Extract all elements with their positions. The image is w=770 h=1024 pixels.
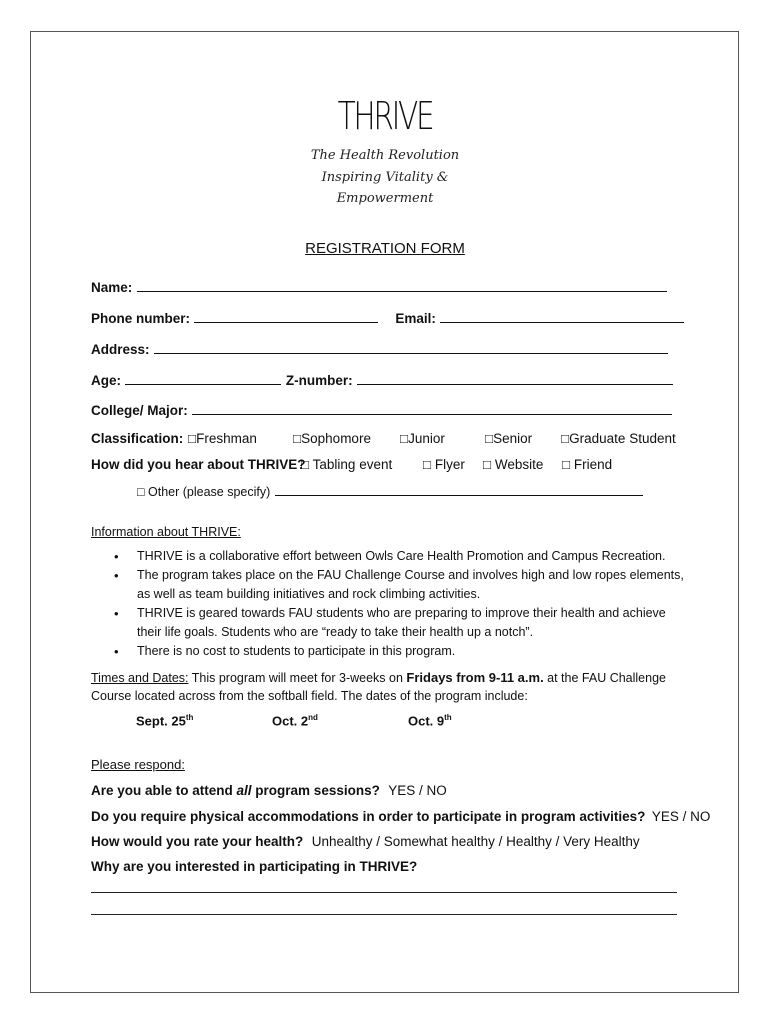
date-3	[408, 713, 452, 728]
classification-label: Classification:	[91, 431, 184, 446]
info-item: • There is no cost to students to participate in this program.	[108, 642, 698, 661]
address-row	[91, 339, 668, 359]
age-field[interactable]	[125, 370, 281, 385]
question-health	[91, 833, 640, 851]
date-2-main: Oct. 2	[272, 713, 309, 729]
address-label: Address:	[91, 342, 150, 357]
date-3-main: Oct. 9	[408, 713, 445, 729]
info-item: • THRIVE is a collaborative effort between Owls Care Health Promotion and Campus Recreation.	[108, 547, 698, 566]
classification-junior[interactable]: □Junior	[400, 431, 445, 446]
info-item: • THRIVE is geared towards FAU students who are preparing to improve their health and achieve	[108, 604, 698, 623]
q1-answer[interactable]: YES / NO	[388, 783, 447, 798]
address-field[interactable]	[154, 339, 668, 354]
znumber-label: Z-number:	[285, 373, 353, 388]
classification-graduate[interactable]: □Graduate Student	[561, 431, 676, 446]
college-field[interactable]	[192, 400, 672, 415]
date-1-main: Sept. 25	[136, 713, 186, 729]
info-list	[108, 547, 698, 661]
answer-line-1[interactable]	[91, 892, 677, 893]
tagline-line-3: Empowerment	[336, 191, 434, 206]
question-attend	[91, 782, 447, 800]
times-line-2: Course located across from the softball field. The dates of the program include:	[91, 689, 528, 703]
times-text-b: at the FAU Challenge	[543, 671, 666, 685]
classification-sophomore[interactable]: □Sophomore	[293, 431, 371, 446]
email-field[interactable]	[440, 308, 684, 323]
q1-b: program sessions?	[251, 783, 380, 798]
date-2-sup: nd	[308, 713, 318, 722]
times-text-a: This program will meet for 3-weeks on	[188, 671, 407, 685]
age-znumber-row	[91, 370, 673, 390]
q3: How would you rate your health?	[91, 834, 304, 849]
info-item-continued-text: as well as team building initiatives and rock climbing activities.	[137, 587, 481, 601]
times-bold: Fridays from 9-11 a.m.	[406, 670, 544, 685]
age-label: Age:	[91, 373, 121, 388]
email-label: Email:	[395, 311, 436, 326]
times-line-1	[91, 670, 666, 685]
q2-answer[interactable]: YES / NO	[651, 809, 711, 824]
hear-flyer[interactable]: □ Flyer	[423, 457, 465, 472]
tagline-line-1: The Health Revolution	[310, 148, 460, 163]
info-heading: Information about THRIVE:	[91, 525, 241, 539]
college-label: College/ Major:	[91, 403, 188, 418]
hear-tabling[interactable]: □ Tabling event	[301, 457, 393, 472]
znumber-field[interactable]	[357, 370, 673, 385]
info-item-continued-text: their life goals. Students who are “ready to take their health up a notch”.	[137, 625, 534, 639]
classification-freshman[interactable]: □Freshman	[188, 431, 257, 446]
phone-field[interactable]	[194, 308, 378, 323]
tagline-line-2: Inspiring Vitality &	[321, 170, 449, 185]
hear-other[interactable]: □ Other (please specify)	[137, 485, 271, 499]
info-item-continued	[108, 585, 698, 604]
q3-answer[interactable]: Unhealthy / Somewhat healthy / Healthy / Very Healthy	[311, 834, 640, 849]
q1-a: Are you able to attend	[91, 783, 237, 798]
date-1	[136, 713, 193, 728]
date-1-sup: th	[185, 713, 194, 722]
answer-line-2[interactable]	[91, 914, 677, 915]
times-label: Times and Dates:	[91, 671, 189, 685]
q2: Do you require physical accommodations in order to participate in program activities?	[91, 809, 646, 824]
phone-email-row	[91, 308, 684, 328]
q1-em: all	[236, 783, 252, 798]
classification-senior[interactable]: □Senior	[485, 431, 533, 446]
date-2	[272, 713, 318, 728]
form-title: REGISTRATION FORM	[305, 240, 465, 257]
hear-other-row	[137, 483, 643, 501]
hear-other-field[interactable]	[275, 483, 643, 496]
name-field[interactable]	[137, 277, 667, 292]
hear-label: How did you hear about THRIVE?	[91, 457, 306, 472]
question-accommodations	[91, 808, 710, 826]
date-3-sup: th	[444, 713, 452, 722]
q4: Why are you interested in participating in THRIVE?	[91, 859, 418, 874]
name-row	[91, 277, 667, 297]
name-label: Name:	[91, 280, 133, 295]
hear-website[interactable]: □ Website	[483, 457, 544, 472]
thrive-logo: THRIVE	[337, 94, 433, 138]
info-item: • The program takes place on the FAU Challenge Course and involves high and low ropes elements,	[108, 566, 698, 585]
college-row	[91, 400, 672, 420]
respond-heading: Please respond:	[91, 757, 185, 772]
info-item-continued	[108, 623, 698, 642]
phone-label: Phone number:	[91, 311, 191, 326]
hear-friend[interactable]: □ Friend	[562, 457, 613, 472]
